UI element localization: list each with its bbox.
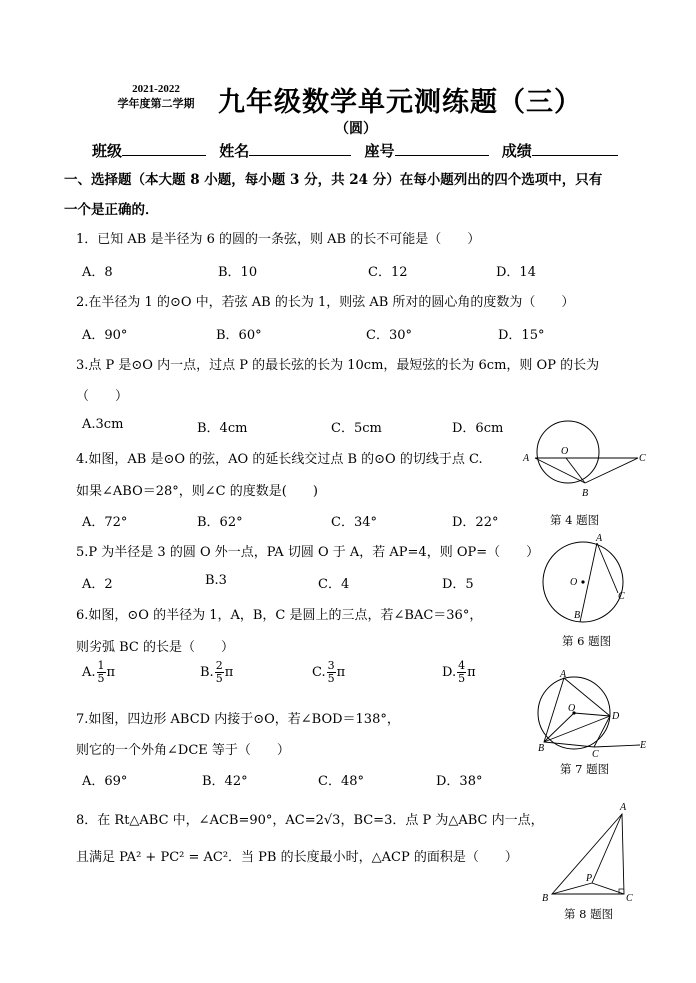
fig7-caption: 第 7 题图 bbox=[560, 762, 610, 776]
pi-symbol: π bbox=[224, 665, 234, 680]
q6-option-a-fraction bbox=[97, 660, 106, 685]
q6-option-b-fraction bbox=[215, 660, 224, 685]
question-1: 1．已知 AB 是半径为 6 的圆的一条弦，则 AB 的长不可能是（ ） bbox=[76, 232, 481, 247]
class-label: 班级 bbox=[92, 142, 123, 160]
fig6-label-c: C bbox=[618, 591, 625, 602]
pi-symbol: π bbox=[467, 665, 476, 680]
question-4-cont: 如果∠ABO＝28°，则∠C 的度数是( ) bbox=[76, 484, 318, 499]
fig7-label-a: A bbox=[560, 669, 567, 680]
denominator: 5 bbox=[97, 672, 105, 685]
fig8-label-b: B bbox=[542, 893, 549, 904]
semester: 学年度第二学期 bbox=[117, 98, 195, 110]
denominator: 5 bbox=[215, 672, 223, 685]
question-6: 6.如图，⊙O 的半径为 1，A，B，C 是圆上的三点，若∠BAC＝36°， bbox=[76, 608, 483, 623]
q1-option-d[interactable]: D．14 bbox=[496, 265, 536, 280]
figure-8 bbox=[538, 800, 638, 904]
question-3: 3.点 P 是⊙O 内一点，过点 P 的最长弦的长为 10cm，最短弦的长为 6cm，则 OP 的长为 bbox=[76, 358, 600, 373]
numerator: 2 bbox=[215, 659, 223, 672]
q7-option-c[interactable]: C．48° bbox=[318, 774, 364, 789]
question-4: 4.如图，AB 是⊙O 的弦，AO 的延长线交过点 B 的⊙O 的切线于点 C. bbox=[76, 452, 483, 467]
q7-option-d[interactable]: D．38° bbox=[436, 774, 483, 789]
fig4-caption: 第 4 题图 bbox=[550, 513, 600, 527]
year-label bbox=[104, 82, 208, 112]
fig7-label-b: B bbox=[538, 743, 545, 754]
q2-option-b[interactable]: B．60° bbox=[216, 328, 262, 343]
fig7-extension-ce bbox=[594, 745, 640, 747]
q7-option-b[interactable]: B．42° bbox=[202, 774, 248, 789]
q3-option-a[interactable]: A.3cm bbox=[82, 417, 124, 432]
fig8-segment-pb bbox=[552, 883, 592, 894]
fig8-label-c: C bbox=[626, 893, 633, 904]
q3-option-c[interactable]: C．5cm bbox=[331, 421, 382, 436]
q6-option-d-letter: D. bbox=[442, 665, 457, 680]
fig4-label-o: O bbox=[561, 446, 569, 457]
page-subtitle: （圆） bbox=[335, 121, 377, 137]
q6-option-c-letter: C. bbox=[312, 665, 326, 680]
q6-option-b[interactable] bbox=[200, 660, 233, 685]
pi-symbol: π bbox=[106, 665, 116, 680]
seat-label: 座号 bbox=[364, 142, 395, 160]
fig8-label-a: A bbox=[620, 802, 627, 813]
page-title: 九年级数学单元测练题（三） bbox=[218, 87, 582, 118]
q6-option-c-fraction bbox=[327, 660, 336, 685]
fig4-radius-ob bbox=[566, 458, 585, 483]
denominator: 5 bbox=[327, 672, 335, 685]
q4-option-a[interactable]: A．72° bbox=[82, 515, 128, 530]
q2-option-c[interactable]: C．30° bbox=[366, 328, 412, 343]
question-7: 7.如图，四边形 ABCD 内接于⊙O，若∠BOD＝138°， bbox=[76, 712, 400, 727]
q4-option-b[interactable]: B．62° bbox=[197, 515, 243, 530]
q2-option-d[interactable]: D．15° bbox=[498, 328, 545, 343]
question-6-cont: 则劣弧 BC 的长是（ ） bbox=[76, 640, 235, 655]
q5-option-d[interactable]: D．5 bbox=[442, 577, 474, 592]
q1-option-a[interactable]: A．8 bbox=[82, 265, 113, 280]
fig6-caption: 第 6 题图 bbox=[562, 634, 612, 648]
fig8-segment-ap bbox=[592, 814, 622, 883]
numerator: 1 bbox=[97, 659, 105, 672]
q7-option-a[interactable]: A．69° bbox=[82, 774, 128, 789]
name-label: 姓名 bbox=[219, 142, 250, 160]
numerator: 3 bbox=[327, 659, 335, 672]
figure-7 bbox=[534, 668, 662, 758]
fig4-label-c: C bbox=[639, 453, 646, 464]
q6-option-d-fraction bbox=[457, 660, 466, 685]
fig7-label-o: O bbox=[568, 703, 576, 714]
seat-field[interactable] bbox=[395, 141, 489, 156]
score-label: 成绩 bbox=[501, 142, 532, 160]
fig4-label-a: A bbox=[523, 453, 530, 464]
q1-option-b[interactable]: B．10 bbox=[218, 265, 258, 280]
question-2: 2.在半径为 1 的⊙O 中，若弦 AB 的长为 1，则弦 AB 所对的圆心角的度数为（ ） bbox=[76, 295, 575, 310]
fig6-center-dot bbox=[581, 580, 584, 583]
q3-option-d[interactable]: D．6cm bbox=[452, 421, 504, 436]
q4-option-d[interactable]: D．22° bbox=[452, 515, 499, 530]
year-range: 2021-2022 bbox=[132, 83, 180, 95]
q3-option-b[interactable]: B．4cm bbox=[197, 421, 248, 436]
figure-4 bbox=[518, 420, 650, 506]
fig6-label-o: O bbox=[570, 577, 578, 588]
q4-option-c[interactable]: C．34° bbox=[331, 515, 377, 530]
question-7-cont: 则它的一个外角∠DCE 等于（ ） bbox=[76, 743, 290, 758]
question-5: 5.P 为半径是 3 的圆 O 外一点，PA 切圆 O 于 A，若 AP=4，则 OP=（ ） bbox=[76, 545, 540, 560]
name-field[interactable] bbox=[249, 141, 351, 156]
fig7-label-e: E bbox=[640, 740, 647, 751]
fig4-chord-ab bbox=[535, 458, 585, 483]
fig4-label-b: B bbox=[582, 488, 589, 499]
student-info-row bbox=[92, 140, 618, 161]
figure-6 bbox=[536, 526, 636, 626]
question-8-cont: 且满足 PA² + PC² = AC²．当 PB 的长度最小时，△ACP 的面积是（ ） bbox=[76, 850, 518, 865]
fig7-radius-od bbox=[574, 713, 610, 716]
fig7-label-c: C bbox=[592, 749, 599, 758]
q6-option-d[interactable] bbox=[442, 660, 476, 685]
question-3-cont: （ ） bbox=[76, 389, 129, 404]
q6-option-b-letter: B. bbox=[200, 665, 214, 680]
pi-symbol: π bbox=[336, 665, 346, 680]
q5-option-b[interactable]: B.3 bbox=[205, 573, 227, 588]
q1-option-c[interactable]: C．12 bbox=[368, 265, 408, 280]
section-heading: 一、选择题（本大题 8 小题，每小题 3 分，共 24 分）在每小题列出的四个选项中，只有 bbox=[64, 172, 603, 188]
fig8-label-p: P bbox=[586, 873, 593, 884]
fig6-label-a: A bbox=[596, 533, 603, 544]
q5-option-c[interactable]: C．4 bbox=[318, 577, 350, 592]
section-heading-cont: 一个是正确的． bbox=[64, 202, 159, 218]
q2-option-a[interactable]: A．90° bbox=[82, 328, 128, 343]
q5-option-a[interactable]: A．2 bbox=[82, 577, 113, 592]
fig7-label-d: D bbox=[612, 711, 620, 722]
question-8: 8．在 Rt△ABC 中，∠ACB=90°，AC=2√3，BC=3．点 P 为△ABC 内一点， bbox=[76, 813, 544, 828]
class-field[interactable] bbox=[122, 141, 206, 156]
denominator: 5 bbox=[458, 672, 466, 685]
q6-option-c[interactable] bbox=[312, 660, 345, 685]
fig6-label-b: B bbox=[574, 610, 581, 621]
fig8-caption: 第 8 题图 bbox=[564, 907, 614, 921]
score-field[interactable] bbox=[532, 141, 618, 156]
q6-option-a[interactable] bbox=[82, 660, 115, 685]
numerator: 4 bbox=[458, 659, 466, 672]
q6-option-a-letter: A. bbox=[82, 665, 96, 680]
